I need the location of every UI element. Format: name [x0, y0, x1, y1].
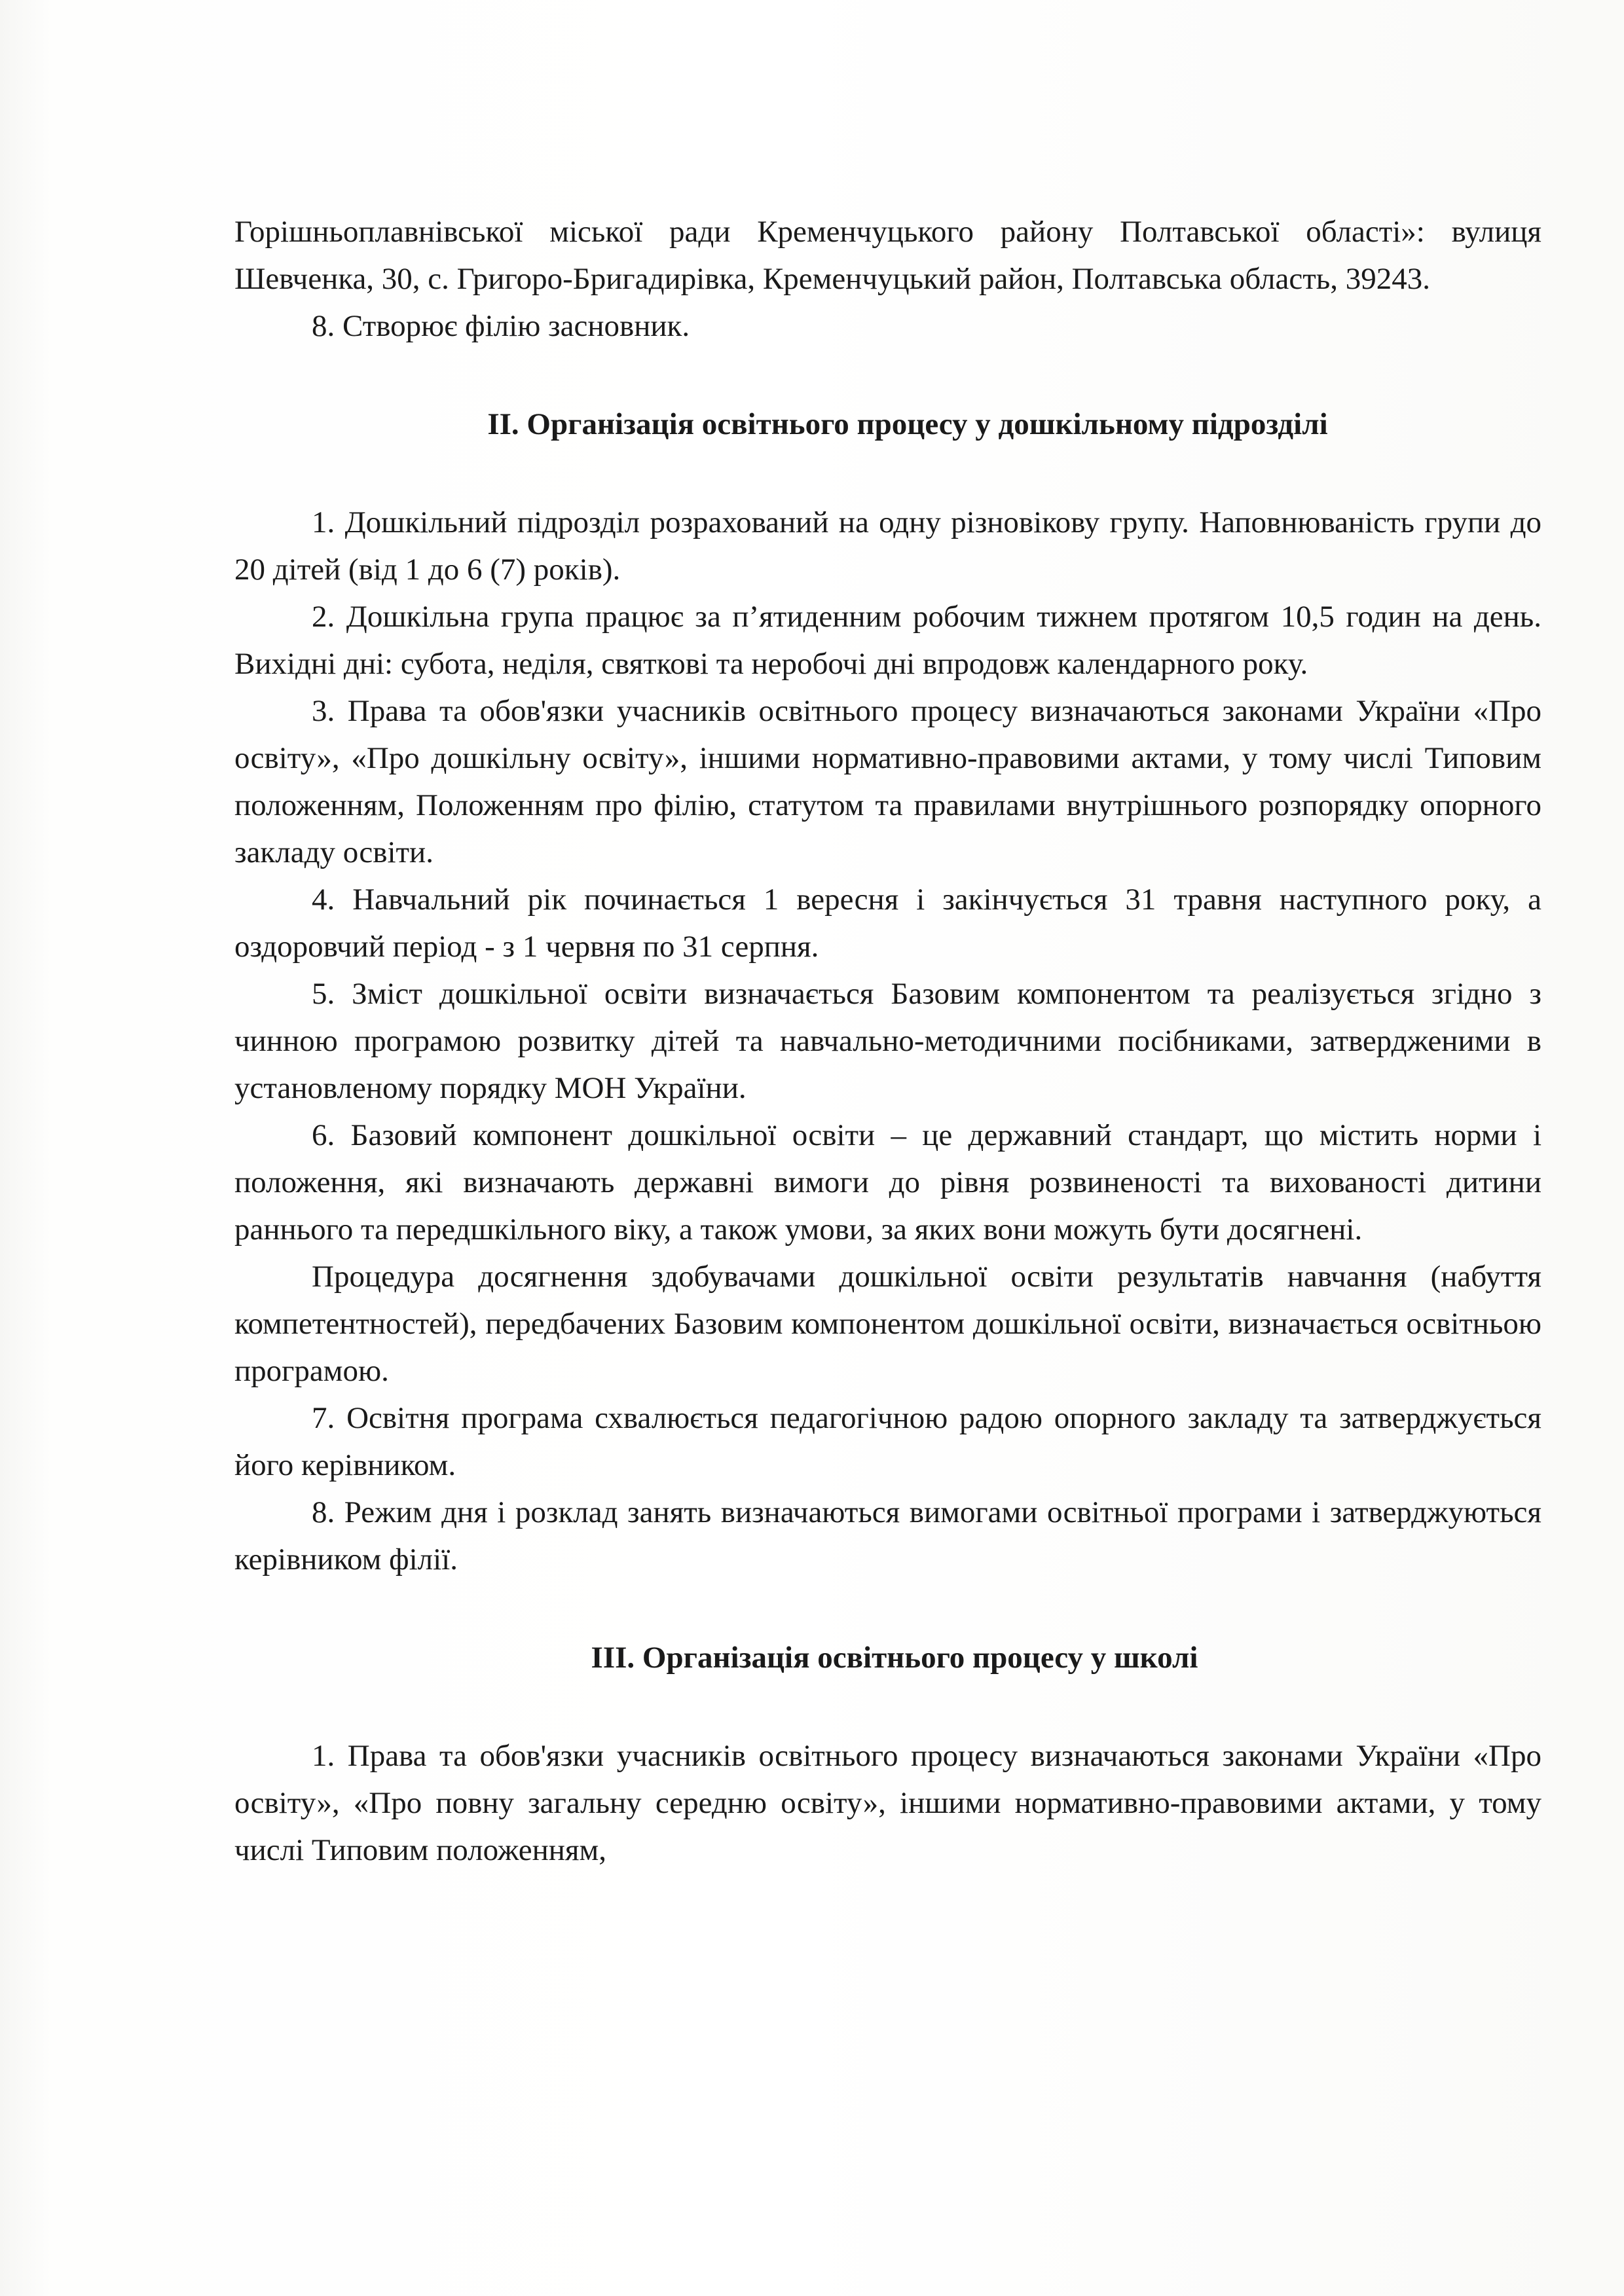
section-2-item-2: 2. Дошкільна група працює за п’ятиденним робочим тижнем протягом 10,5 годин на день. Вихідні дні: субота, неділя, святкові та неробочі дні впродовж календарного року. — [234, 600, 1541, 681]
section-2-procedure-paragraph: Процедура досягнення здобувачами дошкільної освіти результатів навчання (набуття компетентностей), передбачених Базовим компонентом дошкільної освіти, визначається освітньою програмою. — [234, 1260, 1541, 1388]
spacer — [234, 448, 1541, 499]
section-2-item-1: 1. Дошкільний підрозділ розрахований на одну різновікову групу. Наповнюваність групи до 20 дітей (від 1 до 6 (7) років). — [234, 505, 1541, 587]
section-2-item-3: 3. Права та обов'язки учасників освітнього процесу визначаються законами України «Про освіту», «Про дошкільну освіту», іншими нормативно-правовими актами, у тому числі Типовим положенням, Положенням про філію, статутом та правилами внутрішнього розпорядку опорного закладу освіти. — [234, 694, 1541, 869]
founder-item: 8. Створює філію засновник. — [312, 309, 690, 343]
section-2-item-7: 7. Освітня програма схвалюється педагогічною радою опорного закладу та затверджується його керівником. — [234, 1401, 1541, 1482]
continuation-paragraph: Горішньоплавнівської міської ради Кременчуцького району Полтавської області»: вулиця Шевченка, 30, с. Григоро-Бригадирівка, Кременчуцький район, Полтавська область, 39243. — [234, 215, 1541, 296]
spacer — [234, 350, 1541, 401]
section-2-item-8: 8. Режим дня і розклад занять визначаються вимогами освітньої програми і затверджуються керівником філії. — [234, 1495, 1541, 1576]
section-2-item-6: 6. Базовий компонент дошкільної освіти – це державний стандарт, що містить норми і положення, які визначають державні вимоги до рівня розвиненості та вихованості дитини раннього та передшкільного віку, а також умови, за яких вони можуть бути досягнені. — [234, 1118, 1541, 1247]
spacer — [234, 1583, 1541, 1634]
spacer — [234, 1681, 1541, 1732]
document-body — [234, 208, 1541, 1874]
section-3-heading: ІІІ. Організація освітнього процесу у школі — [591, 1641, 1198, 1675]
section-2-heading: ІІ. Організація освітнього процесу у дошкільному підрозділі — [487, 407, 1328, 441]
section-2-item-4: 4. Навчальний рік починається 1 вересня і закінчується 31 травня наступного року, а оздоровчий період - з 1 червня по 31 серпня. — [234, 883, 1541, 964]
section-2-item-5: 5. Зміст дошкільної освіти визначається Базовим компонентом та реалізується згідно з чинною програмою розвитку дітей та навчально-методичними посібниками, затвердженими в установленому порядку МОН України. — [234, 977, 1541, 1105]
section-3-item-1: 1. Права та обов'язки учасників освітнього процесу визначаються законами України «Про освіту», «Про повну загальну середню освіту», іншими нормативно-правовими актами, у тому числі Типовим положенням, — [234, 1739, 1541, 1867]
